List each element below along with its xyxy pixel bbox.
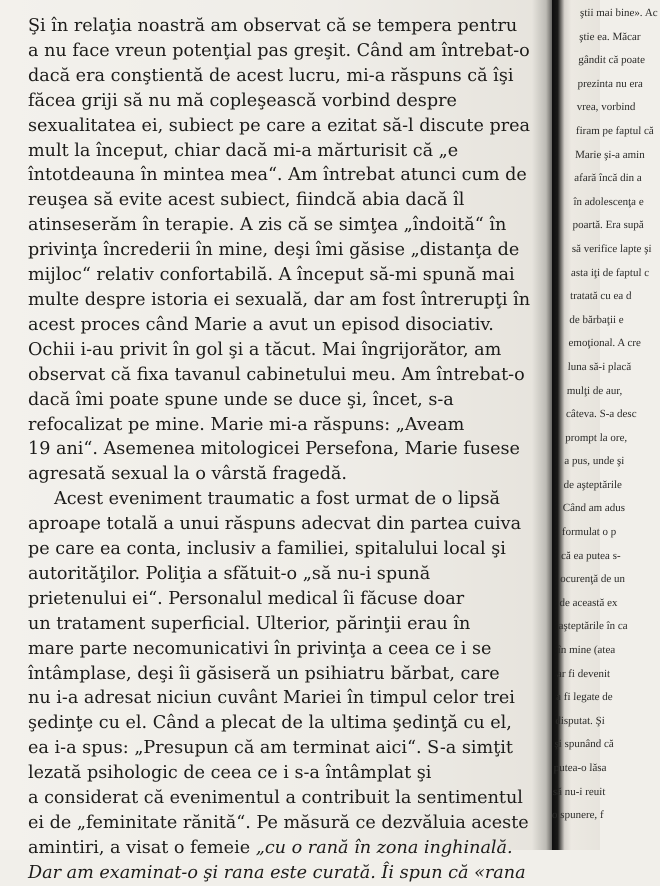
facing-text-fragment: tratată cu ea d xyxy=(569,290,632,303)
text-line: mijloc“ relativ confortabilă. A început să-mi spună mai xyxy=(28,265,515,286)
text-line: prietenului ei“. Personalul medical îi făcuse doar xyxy=(28,588,465,609)
text-line: nu i-a adresat niciun cuvânt Mariei în timpul celor trei xyxy=(28,688,515,709)
facing-text-fragment: a fi legate de xyxy=(555,691,613,704)
facing-text-fragment: Când am adus xyxy=(562,502,626,515)
facing-text-fragment: în mine (atea xyxy=(557,644,616,657)
facing-text-fragment: asta iţi de faptul c xyxy=(570,266,650,279)
facing-text-fragment: firam pe faptul că xyxy=(575,124,655,137)
facing-text-fragment: Marie şi-a amin xyxy=(574,148,645,161)
facing-text-fragment: de aşteptările xyxy=(563,478,623,491)
facing-text-fragment: vrea, vorbind xyxy=(576,101,636,114)
text-line: dacă era conştientă de acest lucru, mi-a răspuns că îşi xyxy=(28,65,514,86)
text-line: făcea griji să nu mă copleşească vorbind despre xyxy=(28,90,457,111)
facing-text-fragment: de bărbaţii e xyxy=(569,313,624,326)
text-line: a nu face vreun potenţial pas greşit. Când am întrebat-o xyxy=(28,40,530,61)
facing-text-fragment: disputat. Şi xyxy=(555,714,606,727)
plain-fragment: amintiri, a visat o femeie xyxy=(28,837,256,858)
facing-text-fragment: ştii mai bine». Ac xyxy=(579,7,658,19)
text-line: aproape totală a unui răspuns adecvat din partea cuiva xyxy=(28,514,522,535)
facing-text-fragment: formulat o p xyxy=(561,526,617,539)
facing-text-fragment: de această ex xyxy=(559,596,618,609)
facing-text-fragment: emoţional. A cre xyxy=(568,337,642,350)
facing-text-fragment: să nu-i reuit xyxy=(552,785,606,798)
facing-text-fragment: prezinta nu era xyxy=(577,77,644,90)
text-line: agresată sexual la o vârstă fragedă. xyxy=(28,464,347,485)
text-line: un tratament superficial. Ulterior, părinţii erau în xyxy=(28,613,471,634)
facing-text-fragment: luna să-i placă xyxy=(567,360,632,373)
facing-text-fragment: că ea putea s- xyxy=(560,549,621,562)
italic-quote-fragment: „cu o rană în zona inghinală. xyxy=(255,837,513,858)
facing-text-fragment: ocurenţă de un xyxy=(560,573,626,586)
text-line: dacă îmi poate spune unde se duce şi, încet, s-a xyxy=(28,389,454,410)
text-line: sexualitatea ei, subiect pe care a ezitat să-l discute prea xyxy=(28,115,531,136)
text-line: întâmplase, deşi îi găsiseră un psihiatru bărbat, care xyxy=(28,663,500,684)
text-line: ea i-a spus: „Presupun că am terminat aici“. S-a simţit xyxy=(28,738,513,759)
text-line: a considerat că evenimentul a contribuit la sentimentul xyxy=(28,788,523,809)
text-line: acest proces când Marie a avut un episod disociativ. xyxy=(28,314,494,335)
text-line: mare parte necomunicativi în privinţa a ceea ce i se xyxy=(28,638,492,659)
facing-text-fragment: ar fi devenit xyxy=(556,667,611,680)
facing-text-fragment: aşteptările în ca xyxy=(558,620,628,633)
italic-quote-line: Dar am examinat-o şi rana este curată. Îi spun că «rana xyxy=(28,862,526,883)
text-line: mult la început, chiar dacă mi-a mărturisit că „e xyxy=(28,140,459,161)
book-page-right-edge xyxy=(551,0,658,850)
text-line: autorităţilor. Poliţia a sfătuit-o „să nu-i spună xyxy=(28,563,431,584)
facing-text-fragment: prompt la ore, xyxy=(564,431,628,444)
facing-text-fragment: putea-o lăsa xyxy=(553,762,607,774)
facing-text-fragment: mulţi de aur, xyxy=(566,384,623,397)
gutter-shadow xyxy=(532,0,552,850)
facing-text-fragment: afară încă din a xyxy=(574,172,642,185)
text-line-mixed xyxy=(28,836,538,861)
text-line: lezată psihologic de ceea ce i s-a întâmplat şi xyxy=(28,763,432,784)
text-line: observat că fixa tavanul cabinetului meu. Am întrebat-o xyxy=(28,364,525,385)
facing-text-fragment: o spunere, f xyxy=(551,809,604,822)
text-line: multe despre istoria ei sexuală, dar am fost întrerupţi în xyxy=(28,289,531,310)
facing-text-fragment: ştie ea. Măcar xyxy=(579,30,641,43)
text-line: Şi în relaţia noastră am observat că se tempera pentru xyxy=(28,16,518,36)
facing-text-fragment: câteva. S-a desc xyxy=(565,408,637,421)
facing-text-fragment: în adolescenţa e xyxy=(573,195,644,208)
facing-text-fragment: şi spunând că xyxy=(554,738,614,751)
text-line: 19 ani“. Asemenea mitologicei Persefona, Marie fusese xyxy=(28,439,520,460)
body-text xyxy=(28,14,538,886)
text-line: reuşea să evite acest subiect, fiindcă abia dacă îl xyxy=(28,190,465,211)
text-line: refocalizat pe mine. Marie mi-a răspuns: „Aveam xyxy=(28,414,465,435)
text-line: şedinţe cu el. Când a plecat de la ultima şedinţă cu el, xyxy=(28,713,512,734)
facing-text-fragment: poartă. Era supă xyxy=(572,219,645,232)
facing-text-fragment: a pus, unde şi xyxy=(564,455,625,468)
facing-text-fragment: să verifice lapte şi xyxy=(571,242,652,255)
text-line: atinseserăm în terapie. A zis că se simţea „îndoită“ în xyxy=(28,215,507,236)
paragraph-start-line: Acest eveniment traumatic a fost urmat de o lipsă xyxy=(54,489,501,510)
facing-page-text xyxy=(551,2,658,828)
facing-text-fragment: gândit că poate xyxy=(578,54,646,67)
text-line: ei de „feminitate rănită“. Pe măsură ce dezvăluia aceste xyxy=(28,813,529,833)
text-line: pe care ea conta, inclusiv a familiei, spitalului local şi xyxy=(28,539,506,560)
text-line: Ochii i-au privit în gol şi a tăcut. Mai îngrijorător, am xyxy=(28,339,502,360)
text-line: întotdeauna în mintea mea“. Am întrebat atunci cum de xyxy=(28,165,527,186)
text-line: privinţa încrederii în mine, deşi îmi găsise „distanţa de xyxy=(28,240,520,261)
